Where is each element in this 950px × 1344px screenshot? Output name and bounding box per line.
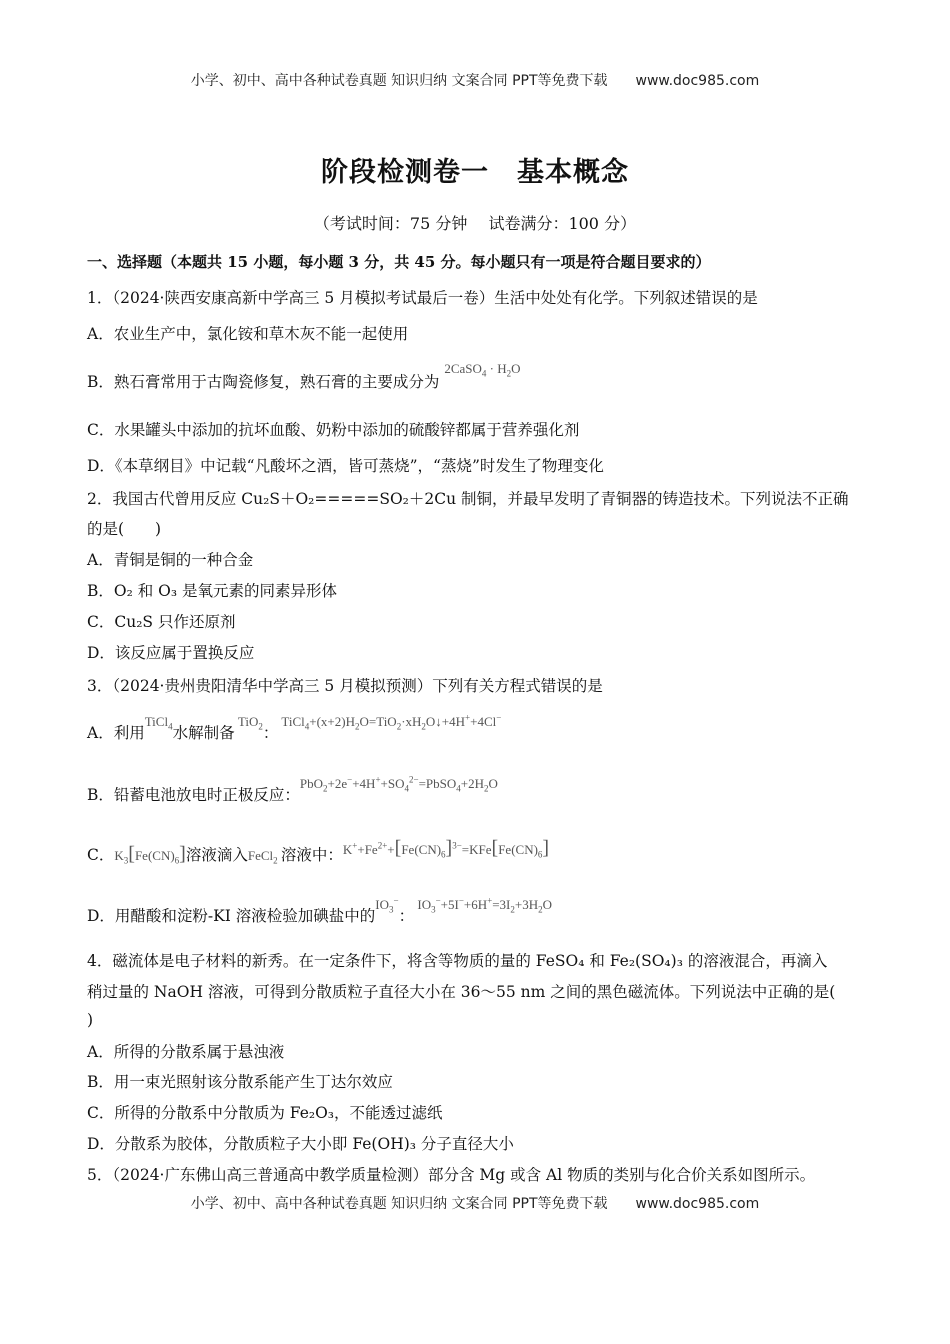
footer-url[interactable]: www.doc985.com (635, 1196, 760, 1212)
q5-stem: 5．（2024·广东佛山高三普通高中教学质量检测）部分含 Mg 或含 Al 物质的类别与化合价关系如图所示。 (87, 1166, 816, 1184)
formula-image: PbO2+2e−+4H++SO42−=PbSO4+2H2O (299, 774, 498, 794)
q4-stem-line1: 4．磁流体是电子材料的新秀。在一定条件下，将含等物质的量的 FeSO₄ 和 Fe₂(SO₄)₃ 的溶液混合，再滴入 (87, 952, 828, 970)
formula-image: IO3− (375, 895, 399, 915)
formula-image: K++Fe2++[Fe(CN)6]3−=KFe[Fe(CN)6] (342, 837, 550, 860)
formula-image: TiCl4 (144, 714, 173, 732)
q2-option-c: C．Cu₂S 只作还原剂 (87, 613, 236, 631)
q3-c-text3: 溶液中： (280, 846, 343, 864)
q3-c-text1: C． (87, 846, 115, 864)
q1-option-d: D．《本草纲目》中记载“凡酸坏之酒，皆可蒸烧”，“蒸烧”时发生了物理变化 (87, 457, 604, 475)
formula-image: TiCl4+(x+2)H2O=TiO2·xH2O↓+4H++4Cl− (278, 712, 502, 732)
q3-option-a (87, 712, 502, 744)
q3-a-text1: A．利用 (87, 724, 145, 742)
q3-c-text2: 溶液滴入 (185, 846, 248, 864)
q2-stem-line1: 2．我国古代曾用反应 Cu₂S＋O₂=====SO₂＋2Cu 制铜，并最早发明了青铜器的铸造技术。下列说法不正确 (87, 490, 849, 508)
page-footer (0, 1193, 950, 1213)
header-text: 小学、初中、高中各种试卷真题 知识归纳 文案合同 PPT等免费下载 (190, 73, 608, 89)
formula-image: IO3−+5I−+6H+=3I2+3H2O (414, 895, 553, 915)
q4-stem-line2: 稍过量的 NaOH 溶液，可得到分散质粒子直径大小在 36～55 nm 之间的黑色磁流体。下列说法中正确的是( (87, 983, 836, 1001)
q4-option-a: A．所得的分散系属于悬浊液 (87, 1043, 285, 1061)
q2-option-a: A．青铜是铜的一种合金 (87, 551, 254, 569)
section-heading: 一、选择题（本题共 15 小题，每小题 3 分，共 45 分。每小题只有一项是符合题目要求的） (87, 253, 711, 271)
q4-option-c: C．所得的分散系中分散质为 Fe₂O₃，不能透过滤纸 (87, 1104, 443, 1122)
header-url[interactable]: www.doc985.com (635, 73, 760, 89)
page-title: 阶段检测卷一 基本概念 (321, 157, 629, 188)
q1-option-b-text: B．熟石膏常用于古陶瓷修复，熟石膏的主要成分为 (87, 373, 440, 391)
q3-stem: 3．（2024·贵州贵阳清华中学高三 5 月模拟预测）下列有关方程式错误的是 (87, 677, 603, 695)
q2-stem-line2: 的是( ) (87, 520, 162, 538)
q3-a-text2: 水解制备 (172, 724, 235, 742)
footer-text: 小学、初中、高中各种试卷真题 知识归纳 文案合同 PPT等免费下载 (190, 1196, 608, 1212)
page-header (0, 70, 950, 90)
q3-d-text2: ： (398, 907, 415, 925)
q1-option-a: A．农业生产中，氯化铵和草木灰不能一起使用 (87, 325, 409, 343)
q1-stem: 1．（2024·陕西安康高新中学高三 5 月模拟考试最后一卷）生活中处处有化学。下列叙述错误的是 (87, 289, 758, 307)
formula-image: $K_3[Fe(CN)_6]$ (114, 843, 186, 866)
formula-image: TiO2 (234, 714, 263, 732)
q4-stem-line3: ) (87, 1011, 94, 1029)
exam-info: （考试时间：75 分钟 试卷满分：100 分） (313, 214, 637, 233)
q3-option-c (87, 837, 550, 866)
q3-option-d (87, 895, 553, 927)
q2-option-d: D．该反应属于置换反应 (87, 644, 255, 662)
q3-option-b (87, 774, 498, 806)
q2-option-b: B．O₂ 和 O₃ 是氧元素的同素异形体 (87, 582, 338, 600)
q1-option-b (87, 361, 521, 393)
formula-image: FeCl$_2$ (247, 848, 278, 866)
q4-option-b: B．用一束光照射该分散系能产生丁达尔效应 (87, 1073, 393, 1091)
formula-image: 2CaSO4 · H2O (444, 361, 521, 379)
q3-d-text1: D．用醋酸和淀粉-KI 溶液检验加碘盐中的 (87, 907, 376, 925)
q4-option-d: D．分散系为胶体，分散质粒子大小即 Fe(OH)₃ 分子直径大小 (87, 1135, 514, 1153)
q1-option-c: C．水果罐头中添加的抗坏血酸、奶粉中添加的硫酸锌都属于营养强化剂 (87, 421, 580, 439)
q3-a-text3: ： (262, 724, 279, 742)
q3-b-text: B．铅蓄电池放电时正极反应： (87, 786, 300, 804)
